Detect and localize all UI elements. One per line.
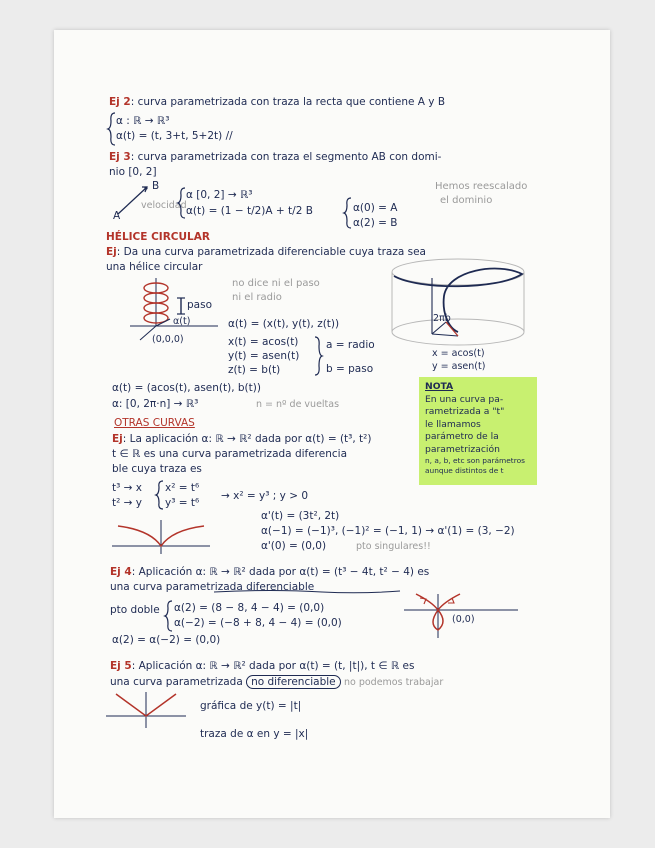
otras-d1: α'(t) = (3t², 2t) (261, 510, 340, 522)
otras-sys2: t² → y (112, 497, 143, 509)
helice-y-eq: y(t) = asen(t) (228, 350, 300, 362)
ej5-g1: gráfica de y(t) = |t| (200, 700, 302, 712)
ej5-heading (110, 660, 414, 673)
ej5-g2: traza de α en y = |x| (200, 728, 309, 740)
ej2-heading (109, 96, 445, 109)
ej2-brace (108, 112, 116, 146)
helice-title: HÉLICE CIRCULAR (106, 231, 210, 243)
otras-d2: α(−1) = (−1)³, (−1)² = (−1, 1) → α'(1) = (3, −2) (261, 525, 515, 537)
ej5-title: Ej 5 (110, 660, 132, 672)
nota-line: le llamamos (425, 418, 481, 430)
otras-brace (156, 480, 164, 510)
nota-line: aunque distintos de t (425, 466, 504, 475)
ej3-title: Ej 3 (109, 151, 131, 163)
ej3-note2: el dominio (440, 195, 493, 206)
ej4-text1: : Aplicación α: ℝ → ℝ² dada por α(t) = (t³ − 4t, t² − 4) es (131, 566, 430, 578)
otras-ej-label: Ej (112, 433, 123, 445)
otras-heading (112, 433, 371, 446)
abs-value-sketch (104, 690, 188, 730)
helice-z-eq: z(t) = b(t) (228, 364, 281, 376)
cusp-sketch (110, 516, 212, 556)
ej3-sys1: α [0, 2] → ℝ³ (186, 189, 253, 201)
ej3-sys2: α(t) = (1 − t/2)A + t/2 B (186, 205, 313, 217)
nota-line: n, a, b, etc son parámetros (425, 456, 525, 465)
nota-title: NOTA (425, 381, 454, 392)
ej3-note1: Hemos reescalado (435, 181, 528, 192)
helice-a-radio: a = radio (326, 339, 375, 351)
ej4-l1: α(2) = (8 − 8, 4 − 4) = (0,0) (174, 602, 325, 614)
nota-line: rametrizada a "t" (425, 406, 505, 417)
ej4-brace (165, 600, 173, 632)
ej2-title: Ej 2 (109, 96, 131, 108)
otras-title: OTRAS CURVAS (114, 417, 195, 429)
ej5-text1: : Aplicación α: ℝ → ℝ² dada por α(t) = (t, |t|), t ∈ ℝ es (131, 660, 415, 672)
ej3-sys3: α(0) = A (353, 202, 398, 214)
ej3-sys4: α(2) = B (353, 217, 398, 229)
ej5-text2a: una curva parametrizada (110, 676, 243, 688)
helice-text1: : Da una curva parametrizada diferenciable cuya traza sea (116, 246, 426, 258)
cylinder-y-eq: y = asen(t) (432, 361, 486, 372)
ej4-l2: α(−2) = (−8 + 8, 4 − 4) = (0,0) (174, 617, 342, 629)
ej3-brace-right (344, 197, 352, 229)
ej4-underline (212, 588, 402, 596)
helice-final2: α: [0, 2π·n] → ℝ³ (112, 398, 199, 410)
nota-line: parámetro de la (425, 431, 499, 442)
helice-final-gray: n = nº de vueltas (256, 399, 340, 410)
otras-text1: : La aplicación α: ℝ → ℝ² dada por α(t) = (t³, t²) (122, 433, 372, 445)
ej5-text2b: no diferenciable (246, 675, 341, 689)
helice-ej-label: Ej (106, 246, 117, 258)
helice-text2: una hélice circular (106, 261, 203, 273)
ej3-heading (109, 151, 441, 164)
ej3-brace-left (178, 187, 186, 219)
helice-system-brace (314, 336, 322, 376)
helix-paso-label: paso (187, 299, 212, 311)
ej4-origin: (0,0) (452, 614, 475, 625)
helice-final1: α(t) = (acos(t), asen(t), b(t)) (112, 382, 261, 394)
ej4-pto: pto doble (110, 604, 160, 616)
helix-alpha-label: α(t) (173, 316, 191, 327)
ej3-text2: nio [0, 2] (109, 166, 157, 178)
otras-d3: α'(0) = (0,0) (261, 540, 327, 552)
ej4-heading (110, 566, 429, 579)
helice-b-paso: b = paso (326, 363, 374, 375)
helice-x-eq: x(t) = acos(t) (228, 336, 299, 348)
ej2-text: : curva parametrizada con traza la recta que contiene A y B (130, 96, 446, 108)
helice-heading (106, 246, 426, 259)
helice-gray1: no dice ni el paso (232, 278, 320, 289)
ej3-velocidad: velocidad (141, 200, 187, 211)
otras-text3: ble cuya traza es (112, 463, 202, 475)
nota-sticky-note (419, 377, 537, 485)
nota-line: En una curva pa- (425, 393, 504, 405)
ej3-text1: : curva parametrizada con traza el segmento AB con domi- (130, 151, 442, 163)
ej5-text2-wrap (110, 676, 443, 689)
otras-d3-gray: pto singulares!! (356, 541, 431, 552)
ej4-title: Ej 4 (110, 566, 132, 578)
helice-gray2: ni el radio (232, 292, 282, 303)
otras-result: → x² = y³ ; y > 0 (221, 490, 309, 502)
ej4-text2: una curva parametrizada diferenciable (110, 581, 315, 593)
cylinder-2pib: 2πb (433, 313, 451, 324)
ej4-l3: α(2) = α(−2) = (0,0) (112, 634, 221, 646)
ej2-line2: α(t) = (t, 3+t, 5+2t) // (116, 130, 233, 142)
otras-text2: t ∈ ℝ es una curva parametrizada diferencia (112, 448, 348, 460)
helice-param: α(t) = (x(t), y(t), z(t)) (228, 318, 340, 330)
ej5-text2c: no podemos trabajar (343, 677, 444, 688)
nota-line: parametrización (425, 443, 500, 455)
ej3-point-a: A (113, 210, 121, 222)
otras-sys1: t³ → x (112, 482, 143, 494)
cylinder-x-eq: x = acos(t) (432, 348, 485, 359)
otras-sys4: y³ = t⁶ (165, 497, 200, 509)
ej3-point-b: B (152, 180, 160, 192)
helix-origin: (0,0,0) (152, 334, 184, 345)
ej2-line1: α : ℝ → ℝ³ (116, 115, 170, 127)
otras-sys3: x² = t⁶ (165, 482, 200, 494)
cylinder-sketch (388, 256, 530, 356)
